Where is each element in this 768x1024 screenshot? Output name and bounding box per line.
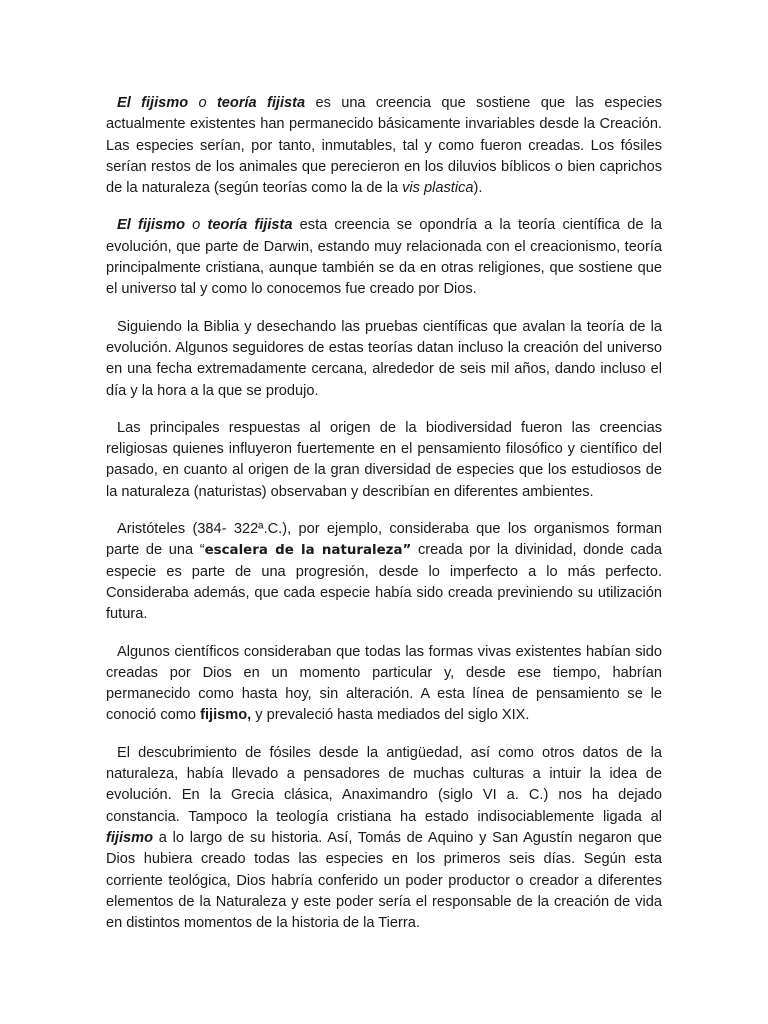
term-teoria-fijista: teoría fijista [207,217,293,234]
paragraph-text: esta creencia se opondría a la teoría científica de la evolución, que parte de Darwin, estando muy relacionada con el creacionismo, teoría principalmente cristiana, aunque también se da en otras religiones, que sostiene que el universo tal y como lo conocemos fue creado por Dios. [106,217,662,298]
paragraph-1 [106,93,662,199]
paragraph-text: Siguiendo la Biblia y desechando las pruebas científicas que avalan la teoría de la evolución. Algunos seguidores de estas teorías datan incluso la creación del universo en una fecha extremadamente cercana, alrededor de seis mil años, dando incluso el día y la hora a la que se produjo. [106,318,662,399]
connector-o: o [188,95,217,111]
paragraph-2 [106,215,662,300]
connector-o: o [185,217,208,234]
paragraph-text: Aristóteles (384- 322ª.C.), por ejemplo, consideraba que los organismos forman parte de una “ [106,521,662,559]
paragraph-text: Algunos científicos consideraban que todas las formas vivas existentes habían sido creadas por Dios en un momento particular y, desde ese tiempo, habrían permanecido como hasta hoy, sin alteración. A esta línea de pensamiento se le conoció como [106,643,662,724]
term-escalera-de-la-naturaleza: escalera de la naturaleza” [204,543,412,559]
paragraph-text: y prevaleció hasta mediados del siglo XIX. [251,707,530,724]
paragraph-text: creada por la divinidad, donde cada especie es parte de una progresión, desde lo imperfecto a lo más perfecto. Consideraba además, que cada especie había sido creada previniendo su utilización futura. [106,542,662,623]
paragraph-7 [106,743,662,935]
paragraph-4 [106,418,662,503]
term-el-fijismo: El fijismo [117,95,189,111]
paragraph-5 [106,519,662,625]
paragraph-text: El descubrimiento de fósiles desde la antigüedad, así como otros datos de la naturaleza, había llevado a pensadores de muchas culturas a intuir la idea de evolución. En la Grecia clásica, Anaximandro (siglo VI a. C.) nos ha dejado constancia. Tampoco la teología cristiana ha estado indisociablemente ligada al [106,744,662,825]
paragraph-text: Las principales respuestas al origen de la biodiversidad fueron las creencias religiosas quienes influyeron fuertemente en el pensamiento filosófico y científico del pasado, en cuanto al origen de la gran diversidad de especies que los estudiosos de la naturaleza (naturistas) observaban y describían en diferentes ambientes. [106,419,662,500]
term-fijismo: fijismo [106,829,154,846]
term-el-fijismo: El fijismo [117,217,185,234]
term-vis-plastica: vis plastica [402,180,474,197]
paragraph-6 [106,642,662,727]
paragraph-text: ). [473,180,483,197]
term-fijismo: fijismo, [200,707,252,724]
term-teoria-fijista: teoría fijista [216,95,306,111]
paragraph-3 [106,317,662,402]
paragraph-text: es una creencia que sostiene que las especies actualmente existentes han permanecido básicamente invariables desde la Creación. Las especies serían, por tanto, inmutables, tal y como fueron creadas. Los fósiles serían restos de los animales que perecieron en los diluvios bíblicos o bien caprichos de la naturaleza (según teorías como la de la [106,95,662,197]
paragraph-text: a lo largo de su historia. Así, Tomás de Aquino y San Agustín negaron que Dios hubiera creado todas las especies en los primeros seis días. Según esta corriente teológica, Dios habría conferido un poder productor o creador a diferentes elementos de la Naturaleza y este poder sería el responsable de la creación de vida en distintos momentos de la historia de la Tierra. [106,829,662,932]
